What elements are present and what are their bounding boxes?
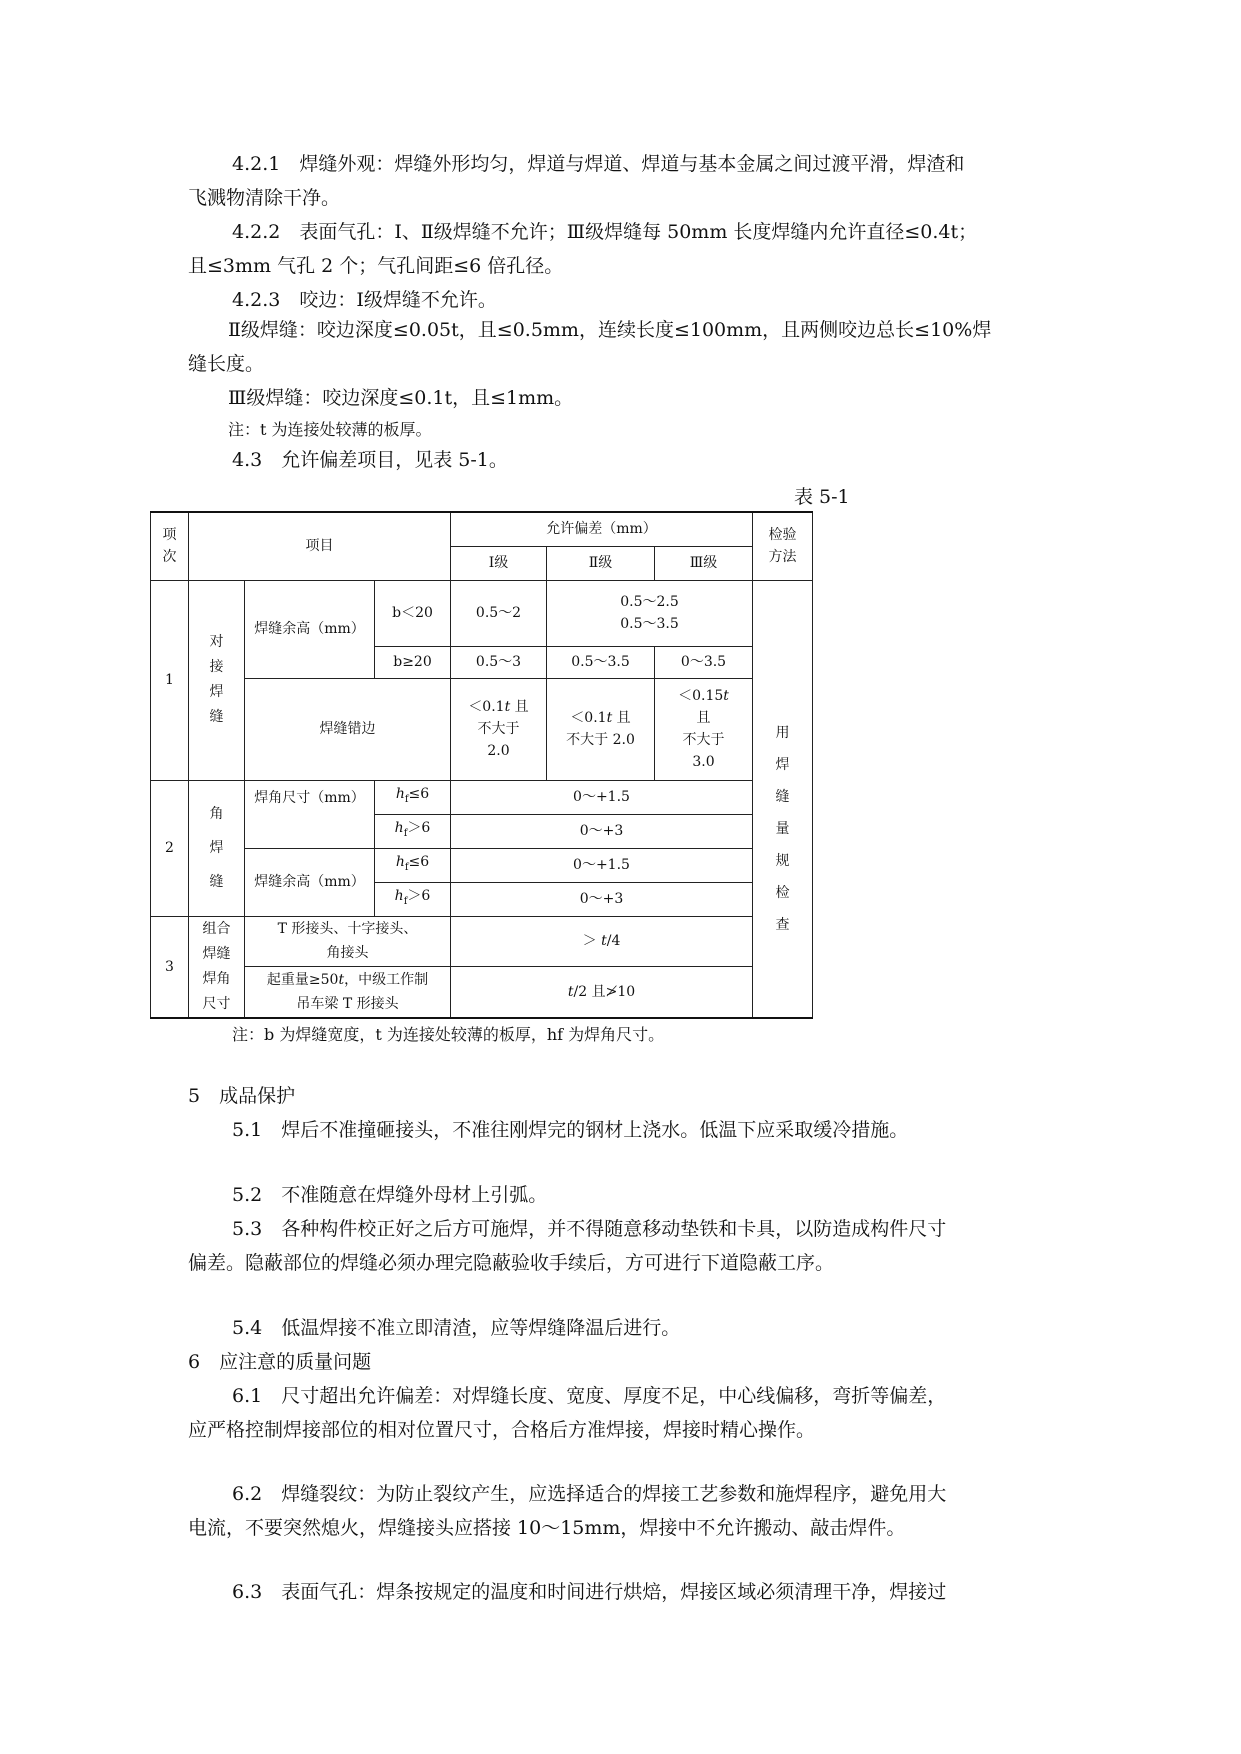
row-1-misalignment: 焊缝错边 (245, 678, 451, 780)
row-2-no: 2 (151, 780, 189, 916)
header-grade-1: Ⅰ级 (451, 546, 547, 580)
row-1-b-ge-20-g3: 0～3.5 (655, 646, 753, 678)
paragraph-6-1-cont: 应严格控制焊接部位的相对位置尺寸，合格后方准焊接，焊接时精心操作。 (188, 1419, 816, 1441)
section-5-heading: 5 成品保护 (188, 1085, 296, 1107)
row-2-reinf-gt-6: $h_f>6$ (375, 882, 451, 916)
paragraph-4-2-2-cont: 且≤3mm 气孔 2 个；气孔间距≤6 倍孔径。 (188, 255, 564, 277)
row-1-reinforcement: 焊缝余高（mm） (245, 580, 375, 678)
header-check-method: 检验 方法 (753, 512, 813, 580)
row-3-t-joint-value: ＞ t/4 (451, 916, 753, 967)
paragraph-6-3: 6.3 表面气孔：焊条按规定的温度和时间进行烘焙，焊接区域必须清理干净，焊接过 (232, 1581, 947, 1603)
paragraph-grade-2-cont: 缝长度。 (188, 353, 265, 375)
header-grade-3: Ⅲ级 (655, 546, 753, 580)
row-2-leg-le-6: $h_f\le 6$ (375, 780, 451, 814)
row-2-leg-gt-6: $h_f>6$ (375, 814, 451, 848)
row-1-misalignment-g3: ＜0.15t 且 不大于 3.0 (655, 678, 753, 780)
row-1-b-lt-20-g23: 0.5～2.5 0.5～3.5 (547, 580, 753, 646)
row-2-leg-le-6-value: 0～+1.5 (451, 780, 753, 814)
paragraph-6-1: 6.1 尺寸超出允许偏差：对焊缝长度、宽度、厚度不足，中心线偏移，弯折等偏差， (232, 1385, 947, 1407)
row-3-no: 3 (151, 916, 189, 1018)
paragraph-5-1: 5.1 焊后不准撞砸接头，不准往刚焊完的钢材上浇水。低温下应采取缓冷措施。 (232, 1119, 909, 1141)
note-thickness: 注：t 为连接处较薄的板厚。 (228, 420, 432, 439)
row-1-b-lt-20: b＜20 (375, 580, 451, 646)
paragraph-6-2: 6.2 焊缝裂纹：为防止裂纹产生，应选择适合的焊接工艺参数和施焊程序，避免用大 (232, 1483, 947, 1505)
row-1-b-ge-20: b≥20 (375, 646, 451, 678)
paragraph-5-3-cont: 偏差。隐蔽部位的焊缝必须办理完隐蔽验收手续后，方可进行下道隐蔽工序。 (188, 1252, 835, 1274)
tolerance-table (150, 511, 813, 1019)
paragraph-5-3: 5.3 各种构件校正好之后方可施焊，并不得随意移动垫铁和卡具，以防造成构件尺寸 (232, 1218, 947, 1240)
row-2-leg-gt-6-value: 0～+3 (451, 814, 753, 848)
row-2-leg-size: 焊角尺寸（mm） (245, 780, 375, 848)
row-1-b-ge-20-g2: 0.5～3.5 (547, 646, 655, 678)
row-2-category: 角焊缝 (189, 780, 245, 916)
row-3-t-joint: T 形接头、十字接头、角接头 (245, 916, 451, 967)
paragraph-4-2-1: 4.2.1 焊缝外观：焊缝外形均匀，焊道与焊道、焊道与基本金属之间过渡平滑，焊渣和 (232, 153, 965, 175)
row-2-reinf-le-6: $h_f\le 6$ (375, 848, 451, 882)
row-2-reinf-gt-6-value: 0～+3 (451, 882, 753, 916)
section-6-heading: 6 应注意的质量问题 (188, 1351, 372, 1373)
table-note: 注：b 为焊缝宽度，t 为连接处较薄的板厚，hf 为焊角尺寸。 (232, 1025, 665, 1044)
row-2-reinforcement: 焊缝余高（mm） (245, 848, 375, 916)
row-3-category: 组合焊缝焊角尺寸 (189, 916, 245, 1018)
paragraph-5-2: 5.2 不准随意在焊缝外母材上引弧。 (232, 1184, 548, 1206)
paragraph-grade-3: Ⅲ级焊缝：咬边深度≤0.1t，且≤1mm。 (228, 387, 574, 409)
paragraph-4-2-2: 4.2.2 表面气孔：Ⅰ、Ⅱ级焊缝不允许；Ⅲ级焊缝每 50mm 长度焊缝内允许直径≤0.4t； (232, 221, 978, 243)
header-item-no: 项 次 (151, 512, 189, 580)
row-1-misalignment-g2: ＜0.1t 且 不大于 2.0 (547, 678, 655, 780)
paragraph-5-4: 5.4 低温焊接不准立即清渣，应等焊缝降温后进行。 (232, 1317, 681, 1339)
paragraph-6-2-cont: 电流，不要突然熄火，焊缝接头应搭接 10～15mm，焊接中不允许搬动、敲击焊件。 (188, 1517, 906, 1539)
header-item: 项目 (189, 512, 451, 580)
row-3-crane-beam: 起重量≥50t，中级工作制 吊车梁 T 形接头 (245, 967, 451, 1018)
row-1-no: 1 (151, 580, 189, 780)
paragraph-4-2-1-cont: 飞溅物清除干净。 (188, 187, 341, 209)
row-1-category: 对接焊缝 (189, 580, 245, 780)
paragraph-4-3: 4.3 允许偏差项目，见表 5-1。 (232, 449, 508, 471)
row-1-b-lt-20-g1: 0.5～2 (451, 580, 547, 646)
row-2-reinf-le-6-value: 0～+1.5 (451, 848, 753, 882)
check-method-cell: 用焊缝量规检查 (753, 580, 813, 1018)
paragraph-grade-2: Ⅱ级焊缝：咬边深度≤0.05t，且≤0.5mm，连续长度≤100mm，且两侧咬边总长≤10%焊 (228, 319, 992, 341)
row-3-crane-beam-value: t/2 且≯10 (451, 967, 753, 1018)
row-1-misalignment-g1: ＜0.1t 且 不大于 2.0 (451, 678, 547, 780)
header-grade-2: Ⅱ级 (547, 546, 655, 580)
table-caption: 表 5-1 (794, 486, 850, 508)
header-tolerance: 允许偏差（mm） (451, 512, 753, 546)
row-1-b-ge-20-g1: 0.5～3 (451, 646, 547, 678)
paragraph-4-2-3: 4.2.3 咬边：Ⅰ级焊缝不允许。 (232, 289, 497, 311)
